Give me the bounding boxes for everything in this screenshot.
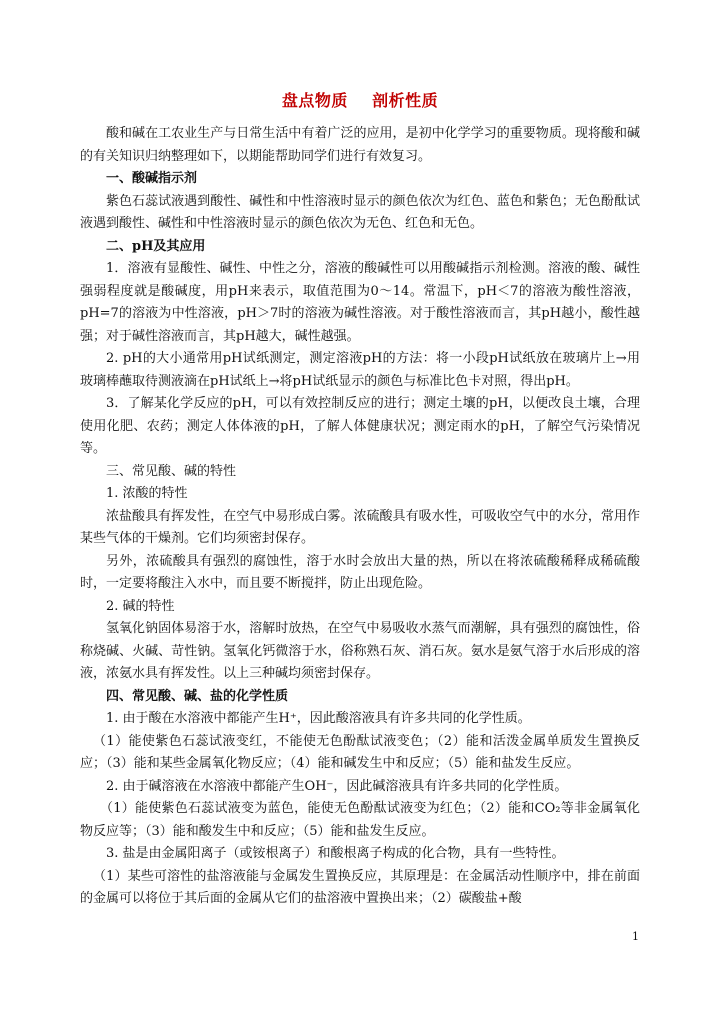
section-heading-4: 四、常见酸、碱、盐的化学性质	[106, 688, 289, 704]
paragraph: 紫色石蕊试液遇到酸性、碱性和中性溶液时显示的颜色依次为红色、蓝色和紫色；无色酚酞试液遇到酸性、碱性和中性溶液时显示的颜色依次为无色、红色和无色。	[80, 193, 640, 231]
section-heading-1: 一、酸碱指示剂	[106, 171, 198, 186]
paragraph: 浓盐酸具有挥发性，在空气中易形成白雾。浓硫酸具有吸水性，可吸收空气中的水分，常用作某些气体的干燥剂。它们均须密封保存。	[80, 508, 640, 546]
subheading: 1. 浓酸的特性	[106, 486, 188, 501]
section-heading-2: 二、pH及其应用	[106, 238, 206, 254]
paragraph: 3．了解某化学反应的pH，可以有效控制反应的进行；测定土壤的pH，以便改良土壤，合理使用化肥、农药；测定人体体液的pH，了解人体健康状况；测定雨水的pH，了解空气污染情况等。	[80, 396, 640, 456]
paragraph: 2. pH的大小通常用pH试纸测定，测定溶液pH的方法：将一小段pH试纸放在玻璃片上→用玻璃棒蘸取待测液滴在pH试纸上→将pH试纸显示的颜色与标准比色卡对照，得出pH。	[80, 351, 640, 389]
paragraph: 另外，浓硫酸具有强烈的腐蚀性，溶于水时会放出大量的热，所以在将浓硫酸稀释成稀硫酸时，一定要将酸注入水中，而且要不断搅拌，防止出现危险。	[80, 553, 640, 591]
paragraph: 1. 由于酸在水溶液中都能产生H⁺，因此酸溶液具有许多共同的化学性质。	[106, 711, 531, 726]
paragraph: 2. 由于碱溶液在水溶液中都能产生OH⁻，因此碱溶液具有许多共同的化学性质。	[106, 778, 568, 794]
section-heading-3: 三、常见酸、碱的特性	[106, 463, 237, 479]
paragraph: 氢氧化钠固体易溶于水，溶解时放热，在空气中易吸收水蒸气而潮解，具有强烈的腐蚀性，俗称烧碱、火碱、苛性钠。氢氧化钙微溶于水，俗称熟石灰、消石灰。氨水是氨气溶于水后形成的溶液，浓氨水具有挥发性。以上三种碱均须密封保存。	[80, 621, 640, 681]
paragraph: （1）某些可溶性的盐溶液能与金属发生置换反应，其原理是：在金属活动性顺序中，排在前面的金属可以将位于其后面的金属从它们的盐溶液中置换出来；（2）碳酸盐+酸	[80, 868, 640, 906]
subheading: 2. 碱的特性	[106, 598, 175, 614]
intro-paragraph: 酸和碱在工农业生产与日常生活中有着广泛的应用，是初中化学学习的重要物质。现将酸和碱的有关知识归纳整理如下，以期能帮助同学们进行有效复习。	[80, 126, 640, 164]
page-number: 1	[632, 930, 639, 943]
paragraph: （1）能使紫色石蕊试液变为蓝色，能使无色酚酞试液变为红色；（2）能和CO₂等非金属氧化物反应等；（3）能和酸发生中和反应；（5）能和盐发生反应。	[80, 801, 640, 839]
paragraph: 3. 盐是由金属阳离子（或铵根离子）和酸根离子构成的化合物，具有一些特性。	[106, 846, 565, 861]
paragraph: （1）能使紫色石蕊试液变红，不能使无色酚酞试液变色；（2）能和活泼金属单质发生置换反应；（3）能和某些金属氧化物反应；（4）能和碱发生中和反应；（5）能和盐发生反应。	[80, 733, 640, 771]
paragraph: 1．溶液有显酸性、碱性、中性之分，溶液的酸碱性可以用酸碱指示剂检测。溶液的酸、碱性强弱程度就是酸碱度，用pH来表示，取值范围为0～14。常温下，pH＜7的溶液为酸性溶液，pH=7的溶液为中性溶液，pH＞7时的溶液为碱性溶液。对于酸性溶液而言，其pH越小，酸性越强；对于碱性溶液而言，其pH越大，碱性越强。	[80, 261, 640, 344]
document-title: 盘点物质 剖析性质	[281, 91, 439, 110]
document-page	[80, 88, 640, 911]
